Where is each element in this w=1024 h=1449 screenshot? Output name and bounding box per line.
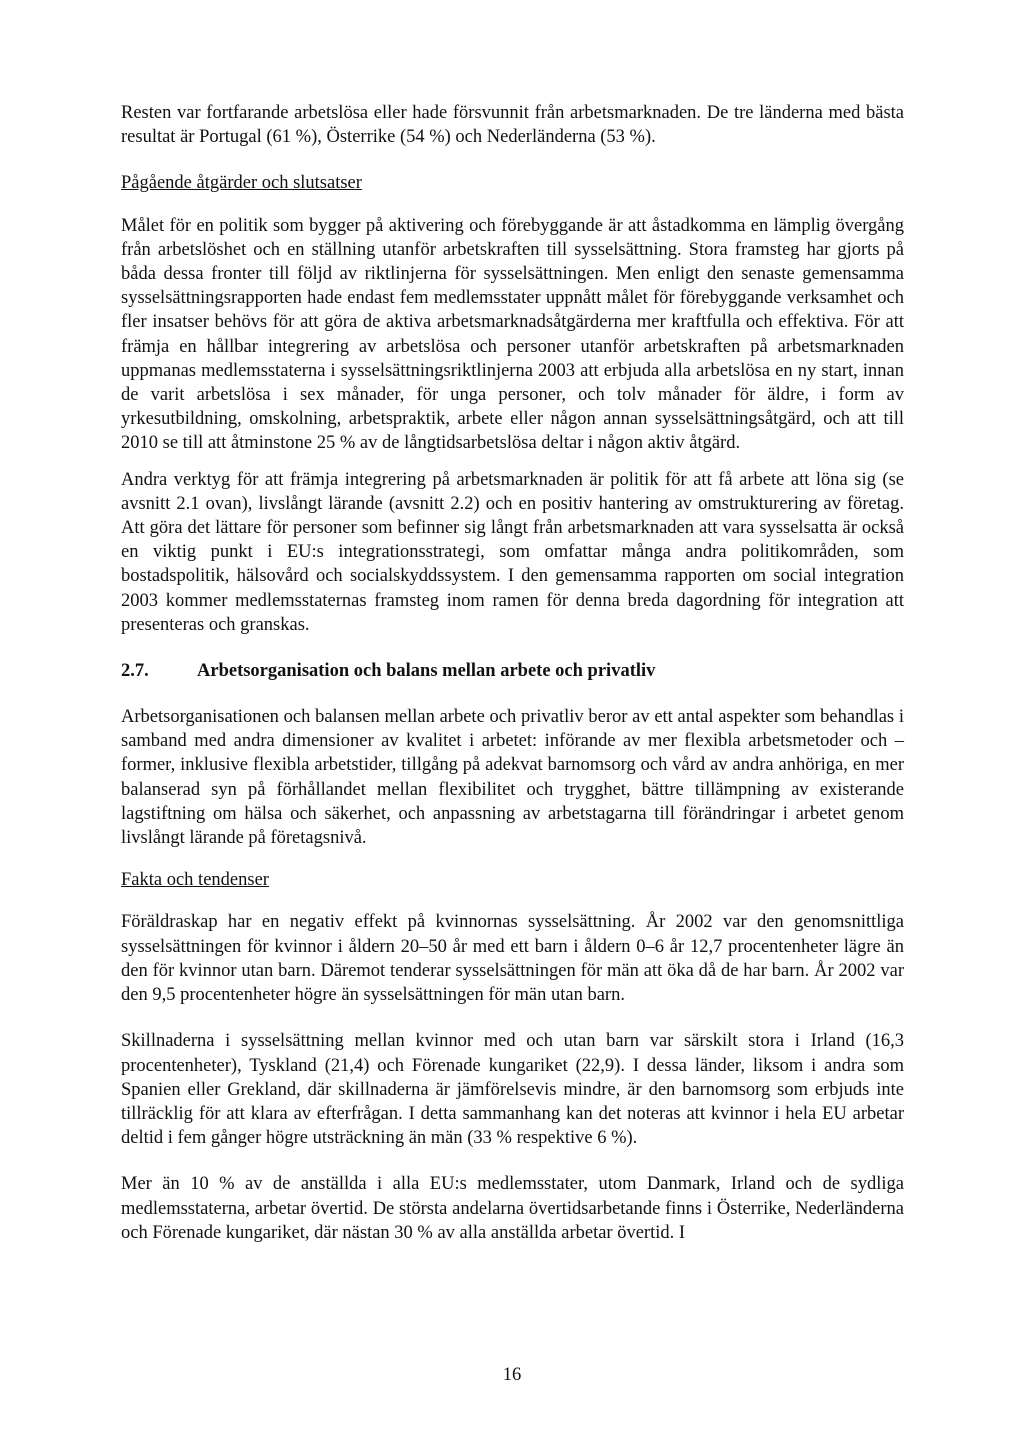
paragraph-parenthood: Föräldraskap har en negativ effekt på kvinnornas sysselsättning. År 2002 var den genomsnittliga sysselsättningen för kvinnor i åldern 20–50 år med ett barn i åldern 0–6 år 12,7 procentenheter lägre än den för kvinnor utan barn. Däremot tenderar sysselsättningen för män att öka då de har barn. År 2002 var den 9,5 procentenheter högre än sysselsättningen för män utan barn.: [121, 912, 904, 1006]
section-title: Arbetsorganisation och balans mellan arbete och privatliv: [197, 661, 656, 682]
paragraph-overtime: Mer än 10 % av de anställda i alla EU:s medlemsstater, utom Danmark, Irland och de sydliga medlemsstaterna, arbetar övertid. De största andelarna övertidsarbetande finns i Österrike, Nederländerna och Förenade kungariket, där nästan 30 % av alla anställda arbetar övertid. I: [121, 1174, 904, 1243]
page-body: [121, 101, 904, 1245]
paragraph-other-tools: Andra verktyg för att främja integrering på arbetsmarknaden är politik för att få arbete att löna sig (se avsnitt 2.1 ovan), livslångt lärande (avsnitt 2.2) och en positiv hantering av omstrukturering av företag. Att göra det lättare för personer som befinner sig långt från arbetsmarknaden att vara sysselsatta är också en viktig punkt i EU:s integrationsstrategi, som omfattar många andra politikområden, som bostadspolitik, hälsovård och socialskyddssystem. I den gemensamma rapporten om social integration 2003 kommer medlemsstaternas framsteg inom ramen för denna breda dagordning för integration att presenteras och granskas.: [121, 469, 904, 635]
subheading-facts-trends: Fakta och tendenser: [121, 870, 269, 891]
paragraph-differences: Skillnaderna i sysselsättning mellan kvinnor med och utan barn var särskilt stora i Irland (16,3 procentenheter), Tyskland (21,4) och Förenade kungariket (22,9). I dessa länder, liksom i andra som Spanien eller Grekland, där skillnaderna är jämförelsevis mindre, är den barnomsorg som erbjuds inte tillräcklig för att klara av efterfrågan. I detta sammanhang kan det noteras att kvinnor i hela EU arbetar deltid i fem gånger högre utsträckning än män (33 % respektive 6 %).: [121, 1031, 904, 1149]
paragraph-work-organisation: Arbetsorganisationen och balansen mellan arbete och privatliv beror av ett antal aspekter som behandlas i samband med andra dimensioner av kvalitet i arbetet: införande av mer flexibla arbetsmetoder och –former, inklusive flexibla arbetstider, tillgång på adekvat barnomsorg och vård av andra anhöriga, en mer balanserad syn på förhållandet mellan flexibilitet och trygghet, bättre tillämpning av existerande lagstiftning om hälsa och säkerhet, och anpassning av arbetstagarna till förändringar i arbetet genom livslångt lärande på företagsnivå.: [121, 707, 904, 849]
paragraph-activation-policy: Målet för en politik som bygger på aktivering och förebyggande är att åstadkomma en lämplig övergång från arbetslöshet och en ställning utanför arbetskraften till sysselsättning. Stora framsteg har gjorts på båda dessa fronter till följd av riktlinjerna för sysselsättningen. Men enligt den senaste gemensamma sysselsättningsrapporten hade endast fem medlemsstater uppnått målet för förebyggande verksamhet och fler insatser behövs för att göra de aktiva arbetsmarknadsåtgärderna mer kraftfulla och effektiva. För att främja en hållbar integrering av arbetslösa och personer utanför arbetskraften på arbetsmarknaden uppmanas medlemsstaterna i sysselsättningsriktlinjerna 2003 att erbjuda alla arbetslösa en ny start, innan de varit arbetslösa i sex månader, för unga personer, och tolv månader för äldre, i form av yrkesutbildning, omskolning, arbetspraktik, arbete eller någon annan sysselsättningsåtgärd, och att till 2010 se till att åtminstone 25 % av de långtidsarbetslösa deltar i någon aktiv åtgärd.: [121, 215, 904, 454]
section-heading: [121, 659, 904, 683]
subheading-ongoing-measures: Pågående åtgärder och slutsatser: [121, 173, 362, 194]
page-number: 16: [502, 1365, 522, 1385]
paragraph-results: Resten var fortfarande arbetslösa eller hade försvunnit från arbetsmarknaden. De tre länderna med bästa resultat är Portugal (61 %), Österrike (54 %) och Nederländerna (53 %).: [121, 103, 904, 148]
section-number: 2.7.: [121, 661, 149, 682]
